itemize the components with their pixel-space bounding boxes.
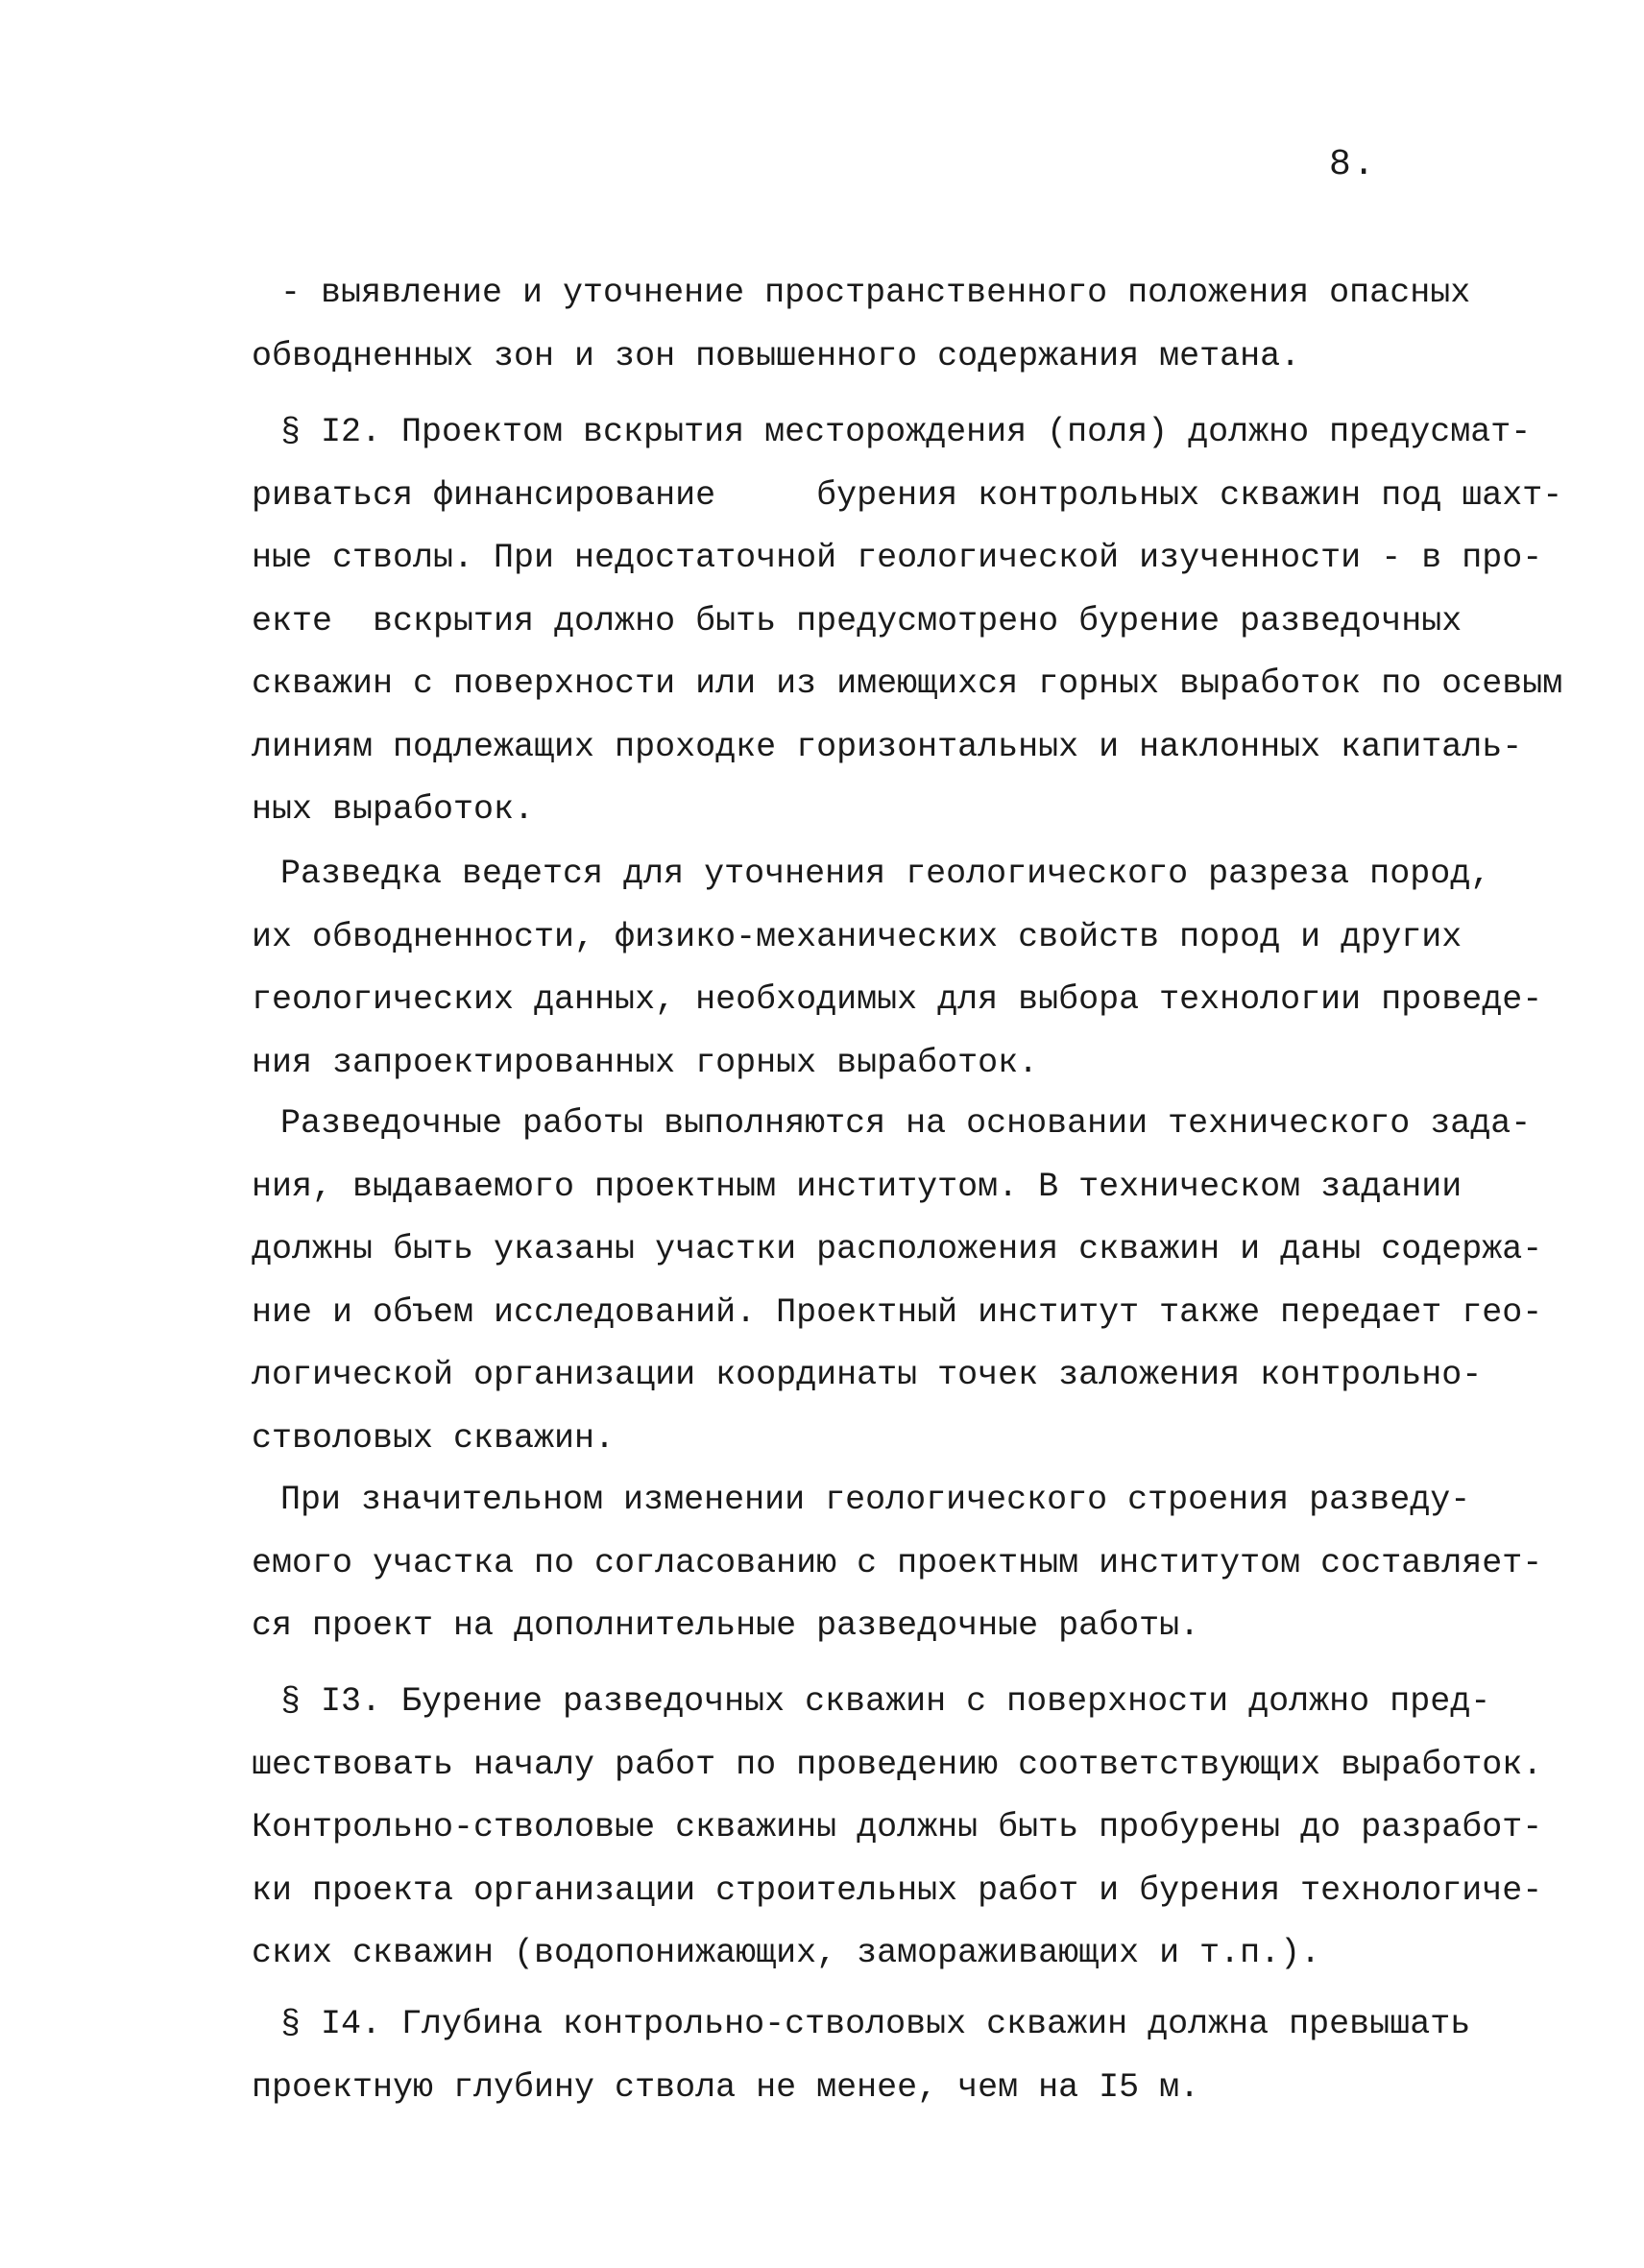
text-line: ные стволы. При недостаточной геологической изученности - в про- — [252, 539, 1543, 577]
text-line: Разведочные работы выполняются на основании технического зада- — [280, 1104, 1532, 1143]
text-line: логической организации координаты точек заложения контрольно- — [252, 1356, 1483, 1394]
text-line: ных выработок. — [252, 790, 535, 829]
text-line: екте вскрытия должно быть предусмотрено бурение разведочных — [252, 601, 1463, 640]
paragraph-4 — [252, 1093, 1543, 1470]
text-line: § I2. Проектом вскрытия месторождения (поля) должно предусмат- — [280, 413, 1532, 451]
text-line: Разведка ведется для уточнения геологического разреза пород, — [280, 855, 1491, 893]
text-line: геологических данных, необходимых для выбора технологии проведе- — [252, 980, 1543, 1019]
text-line: шествовать началу работ по проведению соответствующих выработок. — [252, 1745, 1543, 1784]
text-line: § I4. Глубина контрольно-стволовых скважин должна превышать — [280, 2005, 1471, 2043]
text-line: ния запроектированных горных выработок. — [252, 1043, 1039, 1082]
paragraph-5 — [252, 1469, 1543, 1658]
paragraph-1 — [252, 262, 1481, 388]
text-line: ния, выдаваемого проектным институтом. В техническом задании — [252, 1167, 1463, 1206]
paragraph-3 — [252, 843, 1543, 1095]
text-line: Контрольно-стволовые скважины должны быть пробурены до разработ- — [252, 1808, 1543, 1846]
text-line: ских скважин (водопонижающих, замораживающих и т.п.). — [252, 1934, 1321, 1972]
text-line: § I3. Бурение разведочных скважин с поверхности должно пред- — [280, 1682, 1491, 1721]
text-line: стволовых скважин. — [252, 1418, 616, 1458]
text-line: ся проект на дополнительные разведочные работы. — [252, 1606, 1200, 1645]
text-line: При значительном изменении геологического строения разведу- — [280, 1481, 1471, 1519]
page-number: 8. — [1329, 144, 1377, 185]
text-line: риваться финансирование бурения контрольных скважин под шахт- — [252, 475, 1563, 515]
text-line: обводненных зон и зон повышенного содержания метана. — [252, 336, 1301, 375]
text-line: проектную глубину ствола не менее, чем на I5 м. — [252, 2067, 1200, 2107]
text-line: должны быть указаны участки расположения скважин и даны содержа- — [252, 1230, 1543, 1268]
text-line: линиям подлежащих проходке горизонтальных и наклонных капиталь- — [252, 727, 1523, 766]
text-line: скважин с поверхности или из имеющихся горных выработок по осевым — [252, 664, 1563, 703]
paragraph-6 — [252, 1671, 1543, 1986]
text-line: - выявление и уточнение пространственного положения опасных — [280, 274, 1471, 312]
text-line: емого участка по согласованию с проектным институтом составляет- — [252, 1543, 1543, 1582]
paragraph-7 — [252, 1993, 1481, 2119]
paragraph-2 — [252, 401, 1563, 842]
text-line: ние и объем исследований. Проектный институт также передает гео- — [252, 1292, 1543, 1332]
text-line: их обводненности, физико-механических свойств пород и других — [252, 917, 1463, 956]
text-line: ки проекта организации строительных работ и бурения технологиче- — [252, 1870, 1543, 1910]
